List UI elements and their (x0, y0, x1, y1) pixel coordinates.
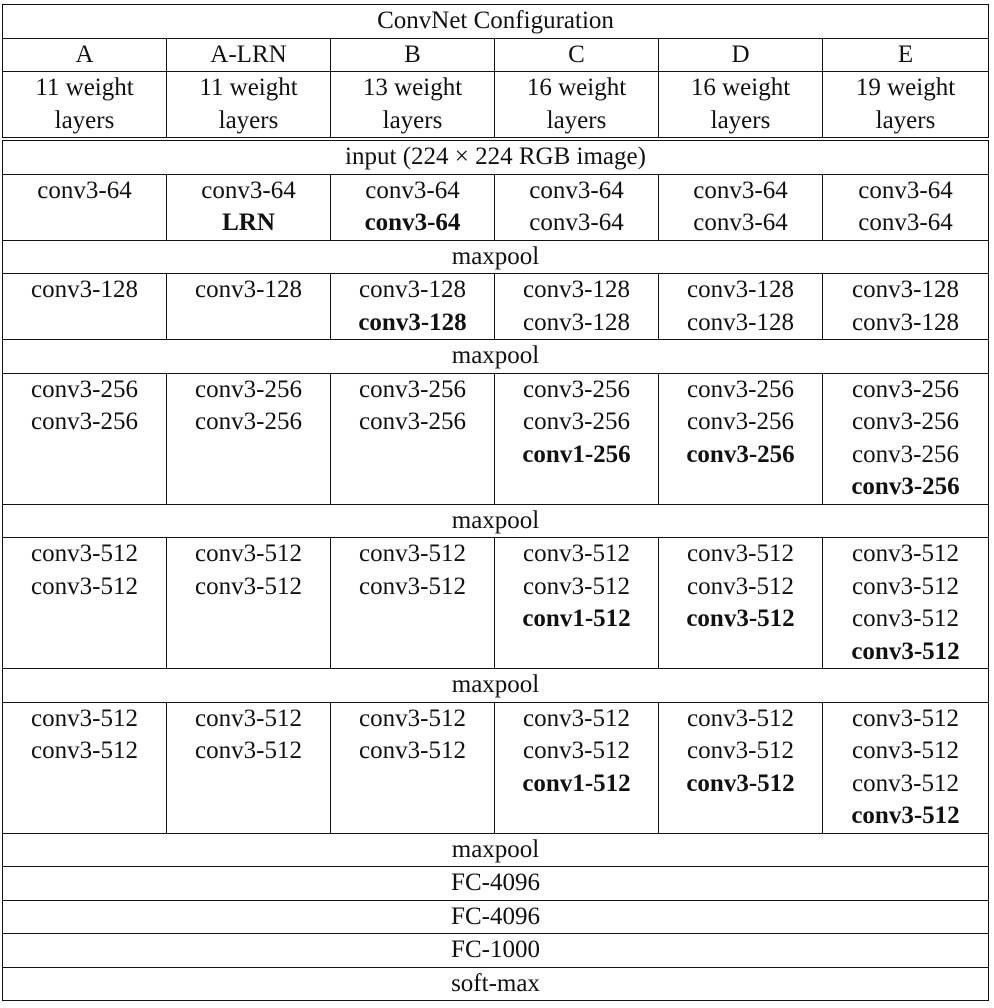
layer-name: conv3-128 (195, 276, 302, 303)
layer-name: conv3-128 (359, 276, 466, 303)
layer-cell-e (823, 274, 989, 340)
config-depth-line: 13 weight (362, 74, 463, 101)
layer-cell-e (823, 538, 989, 669)
layer-name: conv1-256 (522, 440, 631, 468)
layer-name: conv3-512 (852, 540, 959, 567)
layer-name: conv3-512 (195, 572, 302, 600)
layer-name: conv3-256 (523, 375, 630, 403)
layer-name: conv3-512 (687, 572, 794, 600)
config-name-text: A-LRN (210, 40, 287, 68)
config-name-text: C (568, 40, 585, 68)
layer-name: conv1-512 (522, 605, 631, 632)
config-name-e (823, 38, 989, 72)
layer-cell-a-lrn (167, 174, 331, 240)
layer-name: conv3-512 (523, 704, 630, 732)
layer-cell-a (3, 538, 167, 669)
config-depth-line: layers (54, 106, 115, 134)
config-depth-c (495, 72, 659, 140)
layer-cell-a-lrn (167, 538, 331, 669)
layer-cell-e (823, 373, 989, 504)
layer-cell-b (331, 373, 495, 504)
config-depth-d (659, 72, 823, 140)
maxpool-text: maxpool (451, 835, 540, 863)
layer-name: conv3-512 (687, 737, 794, 764)
layer-name: conv3-256 (852, 408, 959, 435)
layer-cell-a-lrn (167, 702, 331, 833)
config-depth-row (3, 72, 989, 140)
layer-name: conv3-512 (523, 540, 630, 567)
layer-name: conv3-512 (852, 572, 959, 600)
layer-name: conv3-128 (852, 308, 959, 336)
layer-name: conv3-512 (195, 704, 302, 732)
config-depth-line: 19 weight (855, 74, 956, 101)
layer-name: conv3-256 (851, 473, 960, 500)
input-row (3, 139, 989, 174)
table-body (3, 5, 989, 1001)
config-name-b (331, 38, 495, 72)
layer-name: conv3-256 (195, 375, 302, 403)
conv-block-row (3, 538, 989, 669)
layer-name: conv3-512 (686, 605, 795, 632)
layer-name: conv3-256 (359, 408, 466, 435)
layer-name: conv3-64 (37, 176, 132, 204)
layer-name: conv3-512 (31, 737, 138, 764)
input-layer-text: input (224 × 224 RGB image) (345, 143, 646, 170)
table-title-text: ConvNet Configuration (377, 7, 614, 34)
config-depth-line: layers (710, 106, 771, 134)
config-depth-a-lrn (167, 72, 331, 140)
config-depth-line: 16 weight (526, 74, 627, 101)
layer-name: conv3-512 (852, 737, 959, 764)
input-layer (3, 139, 989, 174)
layer-cell-d (659, 373, 823, 504)
final-layer (3, 934, 989, 968)
layer-cell-b (331, 174, 495, 240)
config-name-text: B (404, 40, 421, 68)
final-layer-row (3, 934, 989, 968)
layer-cell-b (331, 538, 495, 669)
layer-name: conv3-512 (31, 572, 138, 600)
config-depth-line: layers (875, 106, 936, 134)
layer-cell-e (823, 702, 989, 833)
layer-cell-d (659, 538, 823, 669)
layer-name: conv3-256 (852, 375, 959, 403)
layer-name: conv3-128 (358, 308, 467, 336)
layer-cell-a (3, 373, 167, 504)
layer-cell-c (495, 274, 659, 340)
title-row (3, 5, 989, 39)
layer-name: conv3-512 (852, 704, 959, 732)
layer-name: conv3-256 (523, 408, 630, 435)
layer-cell-b (331, 274, 495, 340)
layer-cell-e (823, 174, 989, 240)
layer-name: conv3-64 (858, 209, 953, 236)
final-layer-row (3, 967, 989, 1001)
layer-cell-c (495, 174, 659, 240)
layer-name: conv3-256 (195, 408, 302, 435)
config-depth-b (331, 72, 495, 140)
maxpool-layer (3, 833, 989, 867)
config-depth-line: layers (218, 106, 279, 134)
maxpool-text: maxpool (451, 342, 540, 369)
final-layer (3, 967, 989, 1001)
layer-cell-b (331, 702, 495, 833)
maxpool-text: maxpool (451, 671, 540, 698)
layer-name: conv3-512 (851, 802, 960, 829)
layer-name: conv3-256 (31, 375, 138, 403)
layer-name: conv3-512 (851, 637, 960, 665)
layer-name: conv3-512 (852, 605, 959, 632)
layer-name: conv3-512 (686, 769, 795, 797)
maxpool-row (3, 340, 989, 374)
layer-name: conv3-128 (687, 276, 794, 303)
layer-name: conv1-512 (522, 769, 631, 797)
layer-name: conv3-512 (31, 540, 138, 567)
layer-cell-c (495, 373, 659, 504)
config-name-a-lrn (167, 38, 331, 72)
layer-cell-c (495, 702, 659, 833)
final-layer-text: FC-1000 (451, 936, 540, 963)
layer-name: conv3-512 (359, 572, 466, 600)
layer-name: conv3-256 (687, 375, 794, 403)
maxpool-text: maxpool (451, 506, 540, 534)
maxpool-row (3, 504, 989, 538)
config-depth-line: layers (382, 106, 443, 134)
layer-name: conv3-64 (693, 209, 788, 236)
layer-name: conv3-256 (359, 375, 466, 403)
layer-name: conv3-64 (529, 176, 624, 204)
layer-name: conv3-64 (529, 209, 624, 236)
maxpool-layer (3, 240, 989, 274)
layer-name: conv3-64 (858, 176, 953, 204)
config-depth-e (823, 72, 989, 140)
conv-block-row (3, 702, 989, 833)
layer-cell-a-lrn (167, 373, 331, 504)
layer-name: conv3-512 (359, 737, 466, 764)
layer-cell-c (495, 538, 659, 669)
layer-name: conv3-512 (31, 704, 138, 732)
final-layer-text: FC-4096 (451, 869, 540, 896)
config-name-c (495, 38, 659, 72)
layer-cell-d (659, 174, 823, 240)
layer-name: conv3-512 (687, 704, 794, 732)
layer-cell-d (659, 702, 823, 833)
layer-cell-a (3, 174, 167, 240)
layer-name: conv3-512 (852, 769, 959, 797)
final-layer (3, 867, 989, 901)
maxpool-layer (3, 504, 989, 538)
layer-name: conv3-256 (686, 440, 795, 468)
final-layer-row (3, 900, 989, 934)
config-name-row (3, 38, 989, 72)
layer-name: conv3-256 (31, 408, 138, 435)
config-name-text: D (731, 40, 750, 68)
final-layer-text: FC-4096 (451, 902, 540, 930)
layer-name: conv3-128 (523, 276, 630, 303)
layer-name: conv3-512 (359, 704, 466, 732)
maxpool-row (3, 669, 989, 703)
layer-name: conv3-256 (852, 440, 959, 468)
conv-block-row (3, 274, 989, 340)
layer-name: conv3-128 (523, 308, 630, 336)
config-depth-line: 11 weight (35, 74, 134, 101)
config-depth-line: 16 weight (690, 74, 791, 101)
layer-cell-d (659, 274, 823, 340)
layer-name: conv3-128 (31, 276, 138, 303)
maxpool-text: maxpool (451, 242, 540, 270)
conv-block-row (3, 174, 989, 240)
config-name-a (3, 38, 167, 72)
convnet-configuration-table (2, 4, 989, 1001)
layer-name: conv3-64 (365, 176, 460, 204)
maxpool-row (3, 833, 989, 867)
layer-name: conv3-128 (852, 276, 959, 303)
layer-cell-a-lrn (167, 274, 331, 340)
config-depth-line: layers (546, 106, 607, 134)
maxpool-layer (3, 340, 989, 374)
maxpool-layer (3, 669, 989, 703)
layer-name: conv3-512 (195, 737, 302, 764)
layer-name: conv3-512 (523, 572, 630, 600)
layer-name: conv3-128 (687, 308, 794, 336)
config-name-text: A (75, 40, 94, 68)
layer-name: conv3-512 (195, 540, 302, 567)
config-depth-a (3, 72, 167, 140)
final-layer (3, 900, 989, 934)
maxpool-row (3, 240, 989, 274)
layer-name: conv3-64 (693, 176, 788, 204)
layer-name: conv3-64 (201, 176, 296, 204)
layer-cell-a (3, 274, 167, 340)
layer-name: LRN (222, 209, 275, 236)
final-layer-text: soft-max (451, 969, 540, 997)
layer-cell-a (3, 702, 167, 833)
config-depth-line: 11 weight (199, 74, 298, 101)
config-name-text: E (897, 40, 914, 68)
table-title (3, 5, 989, 39)
layer-name: conv3-256 (687, 408, 794, 435)
config-name-d (659, 38, 823, 72)
final-layer-row (3, 867, 989, 901)
layer-name: conv3-64 (364, 209, 461, 236)
layer-name: conv3-512 (523, 737, 630, 764)
layer-name: conv3-512 (359, 540, 466, 567)
conv-block-row (3, 373, 989, 504)
layer-name: conv3-512 (687, 540, 794, 567)
